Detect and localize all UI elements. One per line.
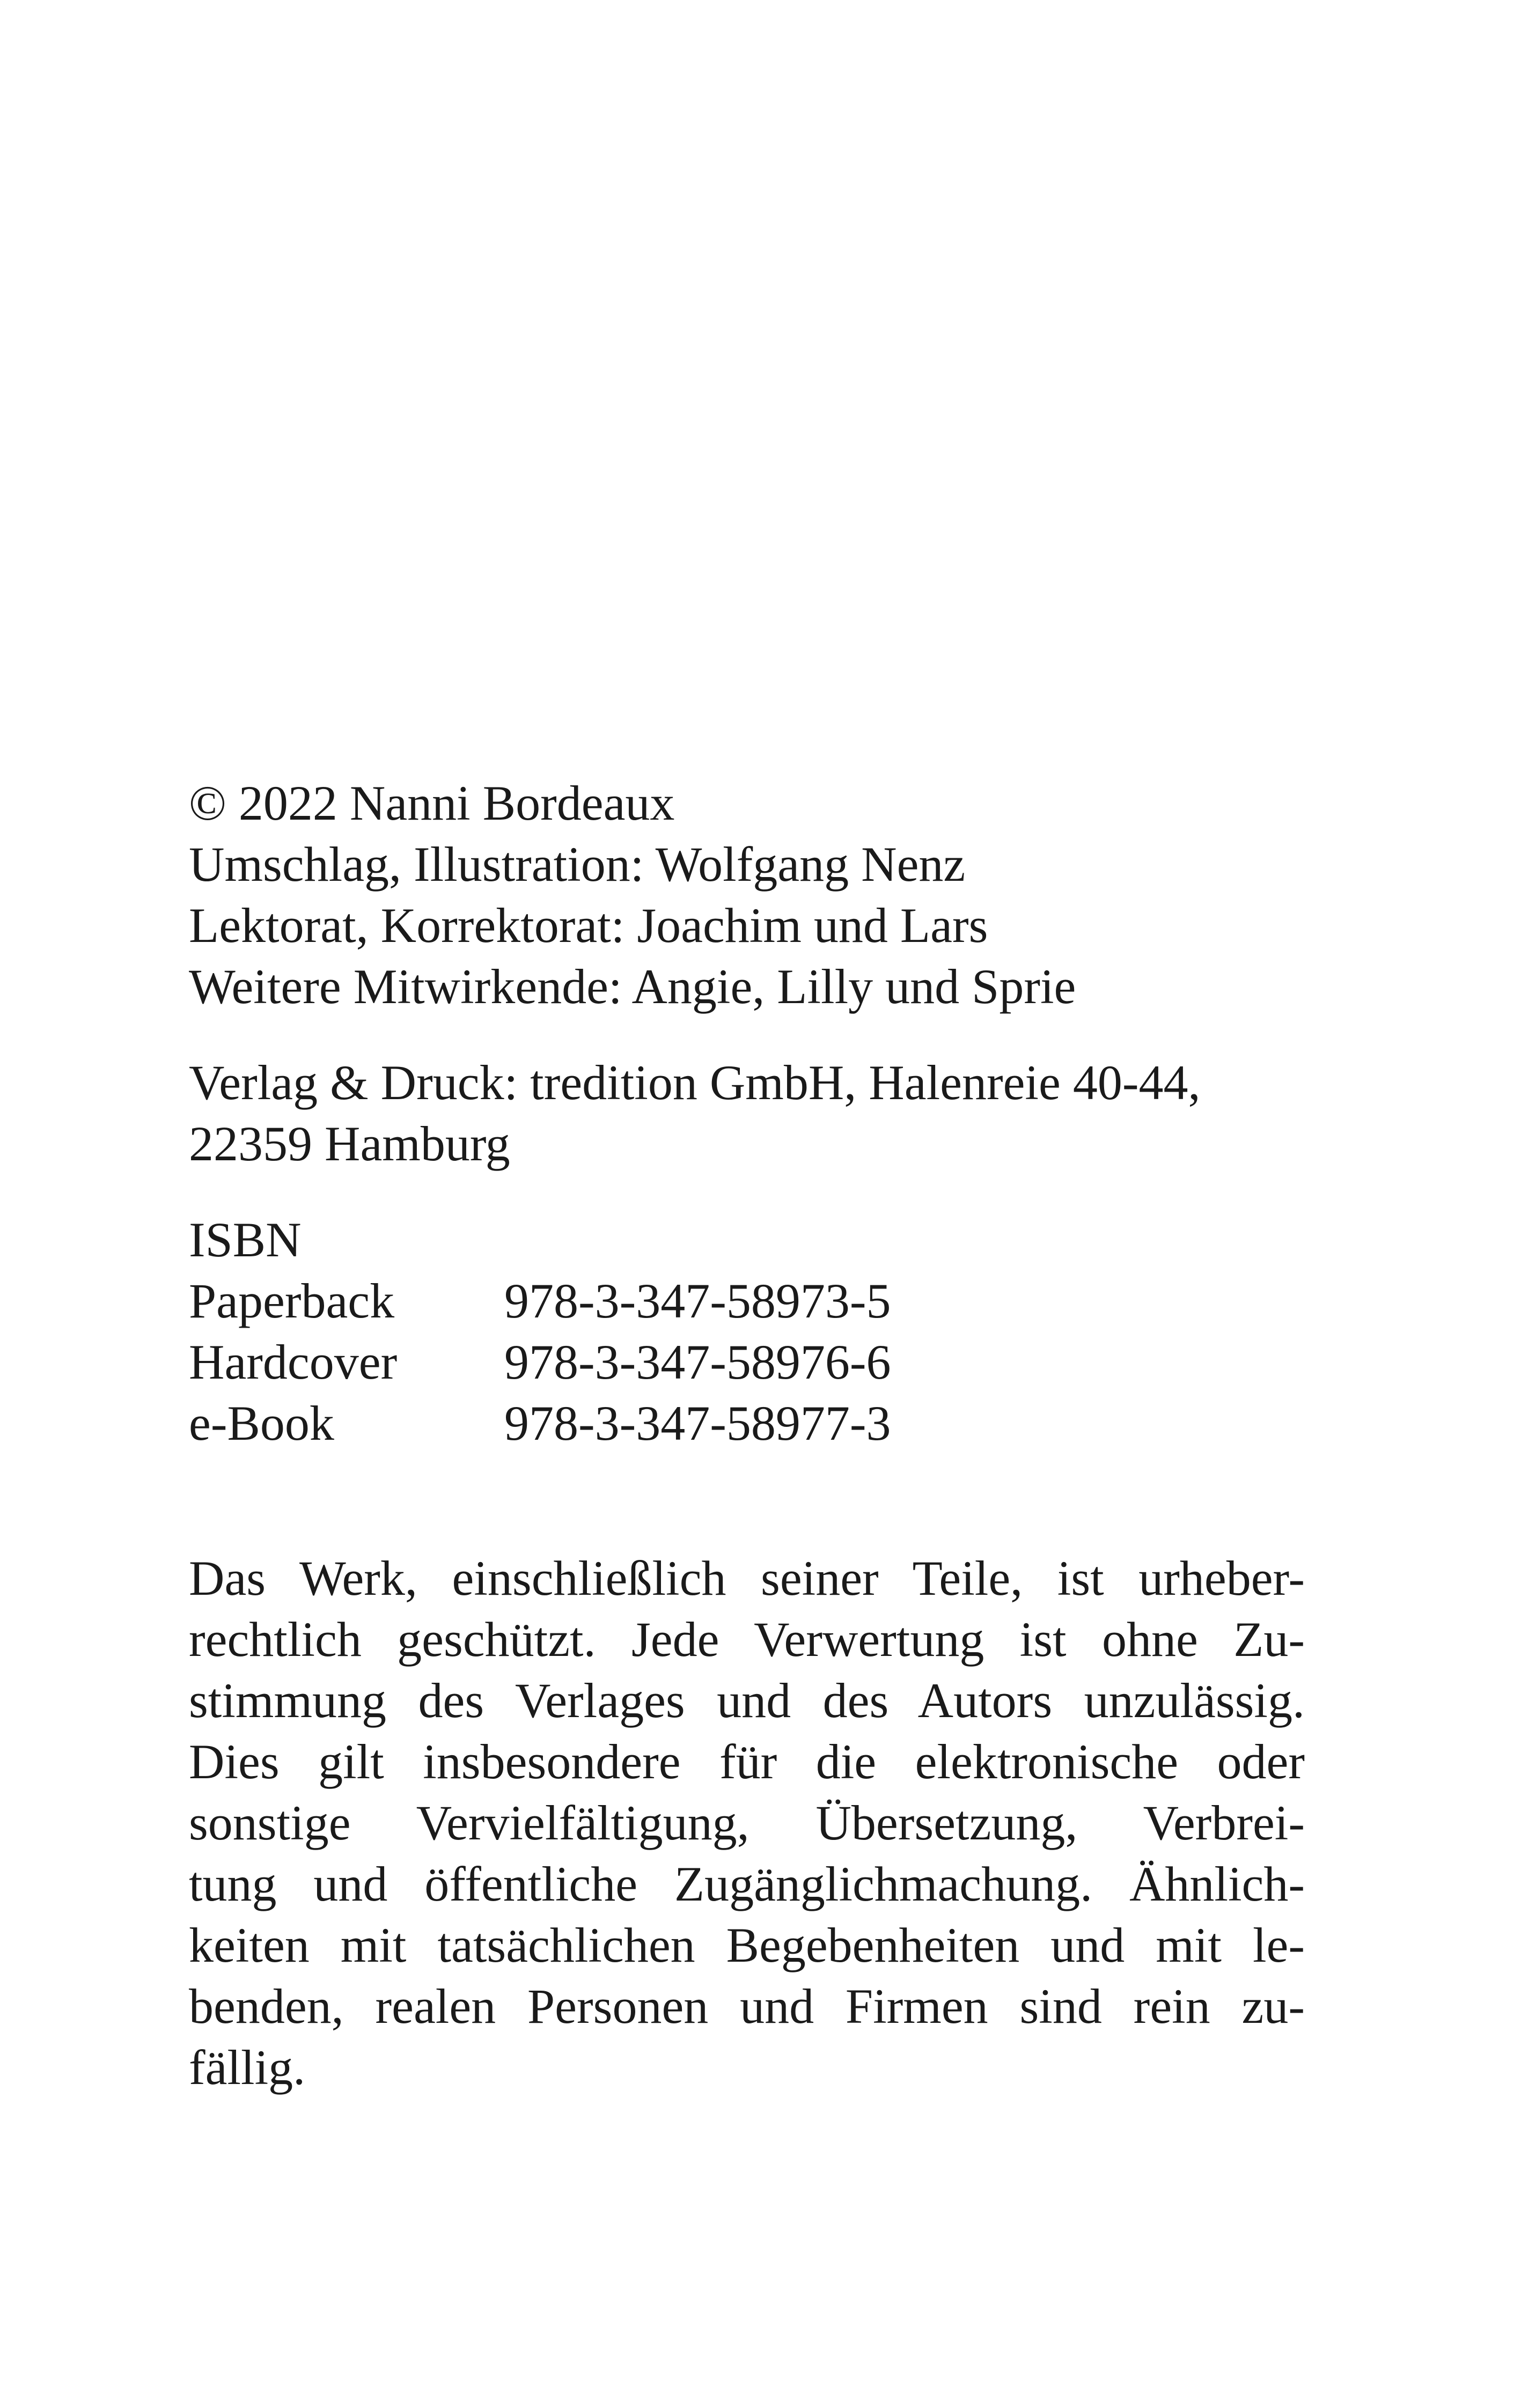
legal-line: fällig. [189,2040,306,2095]
contributors-credit: Weitere Mitwirkende: Angie, Lilly und Sprie [189,959,1076,1014]
legal-line: sonstige Vervielfältigung, Übersetzung, Verbrei- [189,1795,1305,1850]
isbn-number: 978-3-347-58976-6 [504,1335,891,1389]
isbn-number: 978-3-347-58977-3 [504,1396,891,1450]
isbn-row-paperback [189,1270,1305,1331]
isbn-format-label: Hardcover [189,1335,398,1389]
legal-line: Das Werk, einschließlich seiner Teile, ist urheber- [189,1551,1305,1606]
legal-line: stimmung des Verlages und des Autors unzulässig. [189,1673,1305,1728]
cover-illustration-credit: Umschlag, Illustration: Wolfgang Nenz [189,837,966,892]
isbn-format-label: e-Book [189,1396,334,1450]
editing-credit: Lektorat, Korrektorat: Joachim und Lars [189,898,988,953]
legal-notice [189,1548,1305,2098]
isbn-row-ebook [189,1393,1305,1454]
isbn-block [189,1209,1305,1454]
publisher-block [189,1052,1305,1174]
legal-line: benden, realen Personen und Firmen sind rein zu- [189,1979,1305,2034]
isbn-row-hardcover [189,1331,1305,1393]
legal-line: Dies gilt insbesondere für die elektronische oder [189,1734,1305,1789]
copyright-line: © 2022 Nanni Bordeaux [189,776,675,830]
imprint-page [189,772,1305,2098]
isbn-heading: ISBN [189,1212,302,1267]
publisher-line: Verlag & Druck: tredition GmbH, Halenreie 40-44, [189,1055,1201,1110]
isbn-number: 978-3-347-58973-5 [504,1273,891,1328]
legal-line: rechtlich geschützt. Jede Verwertung ist ohne Zu- [189,1612,1305,1667]
legal-line: keiten mit tatsächlichen Begebenheiten und mit le- [189,1918,1305,1972]
isbn-format-label: Paperback [189,1273,395,1328]
credits-block [189,772,1305,1017]
legal-line: tung und öffentliche Zugänglichmachung. Ähnlich- [189,1857,1305,1911]
publisher-address: 22359 Hamburg [189,1116,510,1171]
